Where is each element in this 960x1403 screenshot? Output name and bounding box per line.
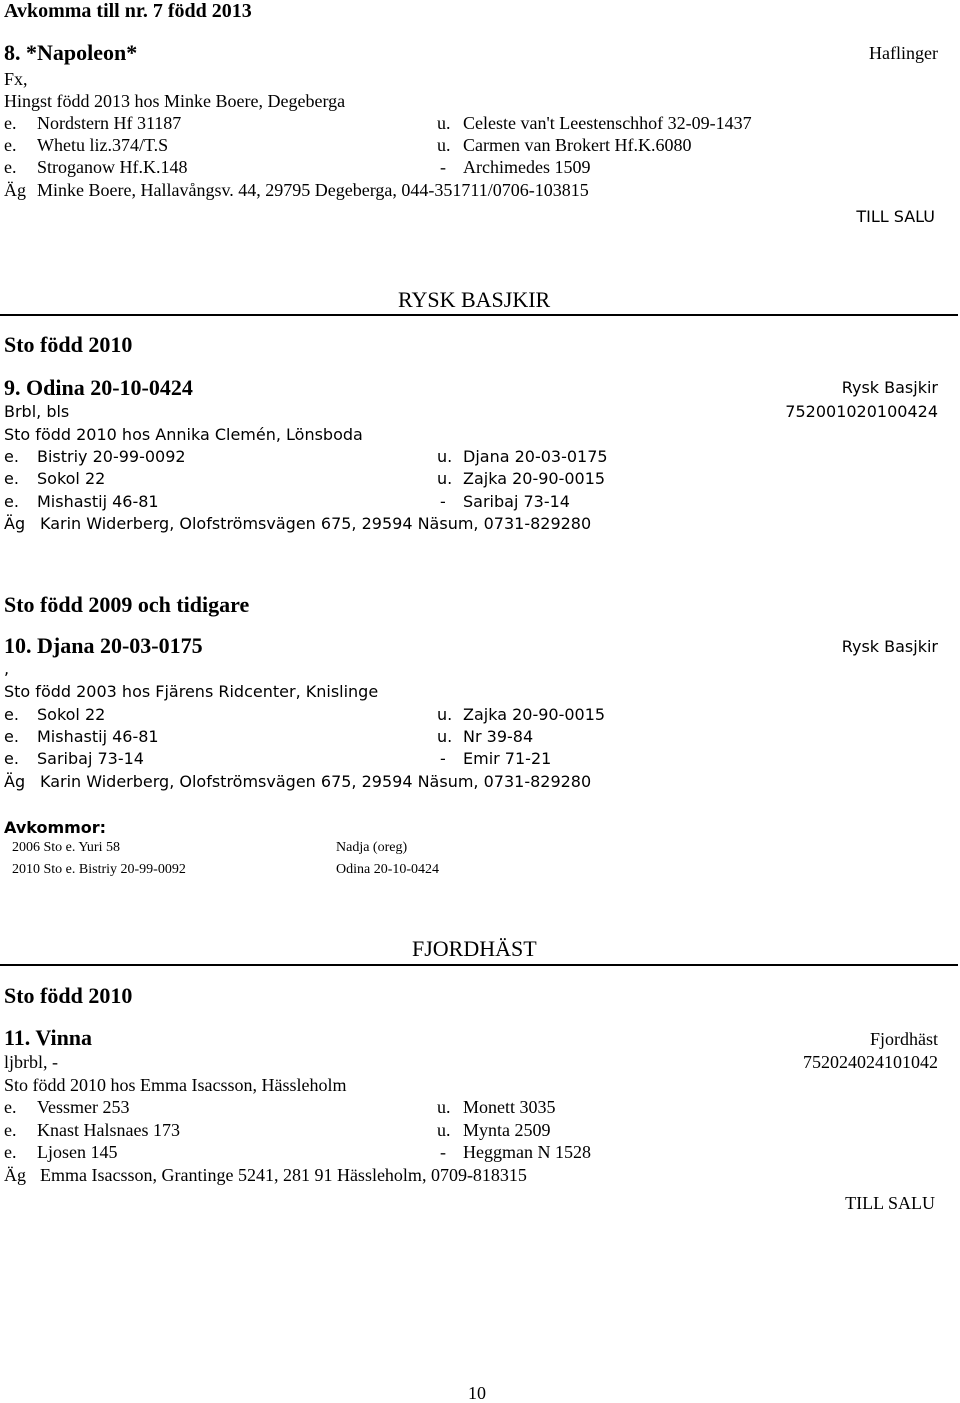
section-title: FJORDHÄST (412, 936, 537, 961)
section-divider (0, 964, 958, 966)
pedigree-prefix: u. (437, 1120, 451, 1140)
pedigree-prefix: u. (437, 135, 451, 155)
pedigree-sire: Sokol 22 (37, 705, 106, 724)
owner-info: Emma Isacsson, Grantinge 5241, 281 91 Hässleholm, 0709-818315 (40, 1165, 527, 1185)
pedigree-prefix: - (440, 749, 446, 768)
owner-prefix: Äg (4, 180, 26, 200)
pedigree-dam: Djana 20-03-0175 (463, 447, 608, 466)
pedigree-dam: Emir 71-21 (463, 749, 552, 768)
for-sale-label: TILL SALU (845, 1193, 935, 1213)
pedigree-dam: Zajka 20-90-0015 (463, 469, 606, 488)
color-marking: , (4, 659, 10, 678)
birth-info: Hingst född 2013 hos Minke Boere, Degeberga (4, 91, 346, 111)
pedigree-dam: Heggman N 1528 (463, 1142, 591, 1162)
pedigree-prefix: u. (437, 469, 453, 488)
pedigree-sire: Nordstern Hf 31187 (37, 113, 182, 133)
horse-title: 10. Djana 20-03-0175 (4, 633, 203, 658)
owner-info: Minke Boere, Hallavångsv. 44, 29795 Degeberga, 044-351711/0706-103815 (37, 180, 589, 200)
horse-title: 8. *Napoleon* (4, 40, 138, 65)
color-marking: Brbl, bls (4, 402, 70, 421)
pedigree-dam: Nr 39-84 (463, 727, 534, 746)
pedigree-prefix: e. (4, 469, 19, 488)
registration-id: 752001020100424 (785, 402, 938, 421)
birth-info: Sto född 2010 hos Emma Isacsson, Hässleholm (4, 1075, 347, 1095)
pedigree-prefix: e. (4, 705, 19, 724)
pedigree-prefix: e. (4, 492, 19, 511)
offspring-name: Odina 20-10-0424 (336, 862, 440, 877)
pedigree-prefix: e. (4, 1097, 17, 1117)
pedigree-prefix: - (440, 1142, 446, 1162)
offspring-label: Avkommor: (4, 818, 107, 837)
section-title: RYSK BASJKIR (398, 287, 551, 312)
breed-label: Rysk Basjkir (841, 378, 938, 397)
section-subheading: Sto född 2010 (4, 332, 133, 357)
page-number: 10 (468, 1383, 486, 1403)
owner-info: Karin Widerberg, Olofströmsvägen 675, 29594 Näsum, 0731-829280 (40, 514, 592, 533)
section-divider (0, 314, 958, 316)
pedigree-prefix: e. (4, 135, 17, 155)
pedigree-prefix: e. (4, 727, 19, 746)
page-heading: Avkomma till nr. 7 född 2013 (4, 0, 252, 22)
pedigree-prefix: u. (437, 447, 453, 466)
pedigree-sire: Mishastij 46-81 (37, 492, 159, 511)
pedigree-sire: Saribaj 73-14 (37, 749, 144, 768)
owner-prefix: Äg (4, 514, 26, 533)
color-marking: ljbrbl, - (4, 1052, 58, 1072)
pedigree-prefix: e. (4, 447, 19, 466)
pedigree-prefix: - (440, 157, 446, 177)
pedigree-sire: Stroganow Hf.K.148 (37, 157, 188, 177)
offspring-item: 2006 Sto e. Yuri 58 (12, 840, 120, 855)
horse-title: 11. Vinna (4, 1025, 93, 1050)
owner-prefix: Äg (4, 772, 26, 791)
section-subheading: Sto född 2010 (4, 983, 133, 1008)
registration-id: 752024024101042 (803, 1052, 938, 1072)
color-marking: Fx, (4, 69, 28, 89)
pedigree-prefix: e. (4, 1142, 17, 1162)
pedigree-sire: Knast Halsnaes 173 (37, 1120, 180, 1140)
offspring-item: 2010 Sto e. Bistriy 20-99-0092 (12, 862, 186, 877)
birth-info: Sto född 2003 hos Fjärens Ridcenter, Knislinge (4, 682, 379, 701)
breed-label: Rysk Basjkir (841, 637, 938, 656)
pedigree-prefix: u. (437, 705, 453, 724)
pedigree-dam: Carmen van Brokert Hf.K.6080 (463, 135, 692, 155)
owner-prefix: Äg (4, 1165, 26, 1185)
horse-title: 9. Odina 20-10-0424 (4, 375, 193, 400)
section-subheading: Sto född 2009 och tidigare (4, 592, 250, 617)
pedigree-sire: Whetu liz.374/T.S (37, 135, 169, 155)
pedigree-sire: Ljosen 145 (37, 1142, 118, 1162)
pedigree-prefix: e. (4, 113, 17, 133)
pedigree-sire: Mishastij 46-81 (37, 727, 159, 746)
pedigree-dam: Saribaj 73-14 (463, 492, 570, 511)
pedigree-dam: Celeste van't Leestenschhof 32-09-1437 (463, 113, 752, 133)
pedigree-dam: Mynta 2509 (463, 1120, 551, 1140)
birth-info: Sto född 2010 hos Annika Clemén, Lönsboda (4, 425, 363, 444)
breed-label: Fjordhäst (869, 1029, 938, 1049)
pedigree-prefix: u. (437, 113, 451, 133)
offspring-name: Nadja (oreg) (336, 840, 408, 855)
pedigree-sire: Vessmer 253 (37, 1097, 130, 1117)
owner-info: Karin Widerberg, Olofströmsvägen 675, 29594 Näsum, 0731-829280 (40, 772, 592, 791)
pedigree-prefix: e. (4, 1120, 17, 1140)
pedigree-sire: Sokol 22 (37, 469, 106, 488)
breed-label: Haflinger (869, 43, 938, 63)
pedigree-prefix: u. (437, 1097, 451, 1117)
pedigree-prefix: e. (4, 157, 17, 177)
pedigree-prefix: e. (4, 749, 19, 768)
pedigree-dam: Monett 3035 (463, 1097, 556, 1117)
pedigree-dam: Archimedes 1509 (463, 157, 591, 177)
pedigree-dam: Zajka 20-90-0015 (463, 705, 606, 724)
for-sale-label: TILL SALU (856, 207, 935, 226)
pedigree-sire: Bistriy 20-99-0092 (37, 447, 186, 466)
pedigree-prefix: - (440, 492, 446, 511)
pedigree-prefix: u. (437, 727, 453, 746)
